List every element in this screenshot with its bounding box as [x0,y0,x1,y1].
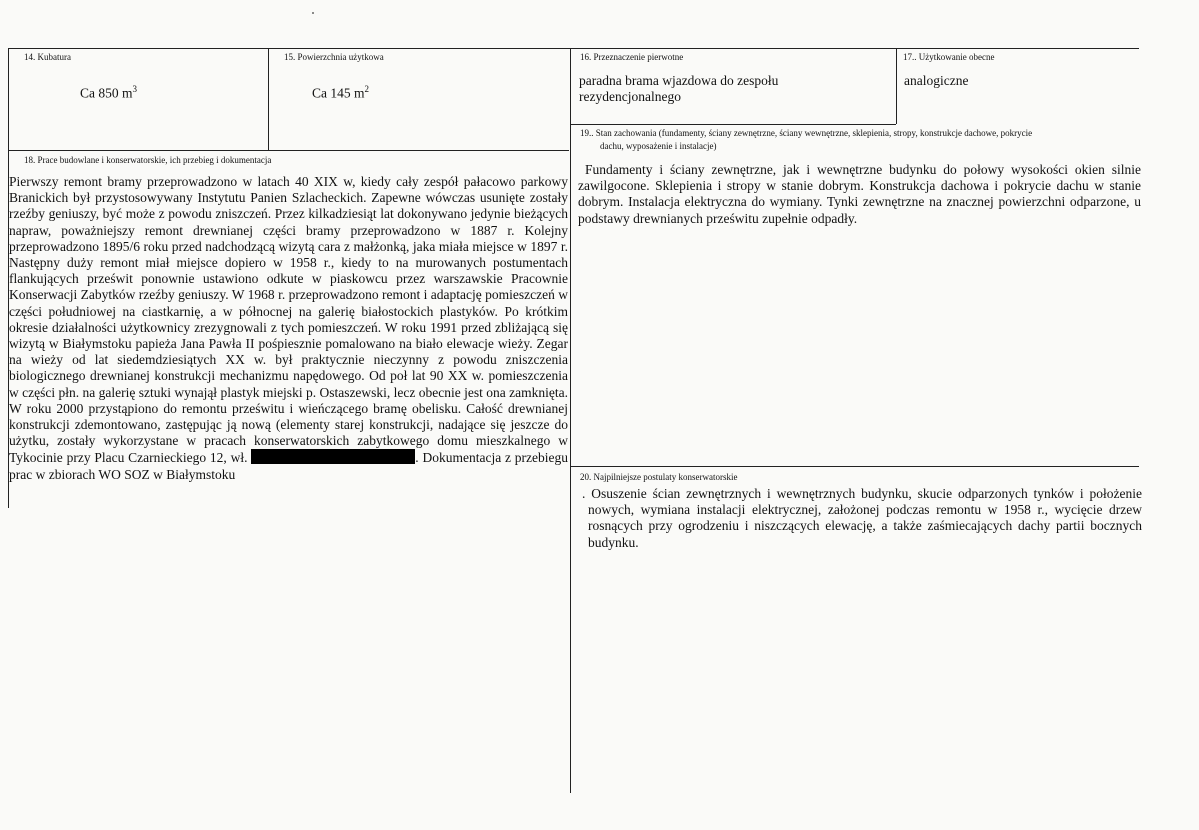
f15-label: 15. Powierzchnia użytkowa [284,52,384,62]
f18-label: 18. Prace budowlane i konserwatorskie, ich przebieg i dokumentacja [24,155,272,165]
row1-bottom-left [8,150,569,151]
f20-text: . Osuszenie ścian zewnętrznych i wewnętrznych budynku, skucie odparzonych tynków i położenie nowych, wymiana instalacji elektrycznej, założonej podczas remontu w 1958 r., wycięcie drzew rosnących przy ogrodzeniu i niszczących elewację, a także zaśmiecających dachy partii bocznych budynku. [582,486,1142,550]
center-divider [570,48,571,793]
scan-speck [312,12,314,14]
f16-label: 16. Przeznaczenie pierwotne [580,52,684,62]
f15-value: Ca 145 $m^2$ [312,84,369,101]
redacted-owner [251,449,415,464]
f14-value: Ca 850 $m^3$ [80,84,137,101]
f19-bottom-border [571,466,1139,467]
f19-text: Fundamenty i ściany zewnętrzne, jak i wewnętrzne budynku do połowy wysokości okien silnie zawilgocone. Sklepienia i stropy w stanie dobrym. Konstrukcja dachowa i pokrycie dachu w stanie dobrym. Instalacja elektryczna do wymiany. Tynki zewnętrzne na znacznej powierzchni odparzone, u podstawy drewnianych prześwitu zupełnie odpadły. [578,162,1141,226]
f18-text: Pierwszy remont bramy przeprowadzono w latach 40 XIX w, kiedy cały zespół pałacowo parkowy Branickich był przystosowywany Instytutu Panien Szlacheckich. Zapewne wówczas usunięte zostały rzeźby geniuszy, być może z powodu zniszczeń. Przez kilkadziesiąt lat dokonywano jedynie bieżących napraw, poważniejszy remont drewnianej części bramy przeprowadzono w 1887 r. Kolejny przeprowadzono 1895/6 roku przed nadchodzącą wizytą cara z małżonką, jaka miała miejsce w 1897 r. Następny duży remont miał miejsce dopiero w 1958 r., kiedy to na murowanych postumentach flankujących prześwit ponownie ustawiono odkute w piaskowcu przez warszawskie Pracownie Konserwacji Zabytków rzeźby geniuszy. W 1968 r. przeprowadzono remont i adaptację pomieszczeń w części południowej na ciastkarnię, a w północnej na galerię białostockich plastyków. Po krótkim okresie działalności użytkownicy zrezygnowali z tych pomieszczeń. W roku 1991 przed zbliżającą się wizytą w Białymstoku papieża Jana Pawła II pośpiesznie pomalowano na biało elewacje wieży. Zegar na wieży od lat siedemdziesiątych XX w. był praktycznie nieczynny z powodu zniszczenia biologicznego drewnianej konstrukcji mechanizmu napędowego. Od poł lat 90 XX w. pomieszczenia w części płn. na galerię sztuki wynajął plastyk miejski p. Ostaszewski, lecz obecnie jest ona zamknięta. W roku 2000 przystąpiono do remontu prześwitu i wieńczącego bramę obelisku. Całość drewnianej konstrukcji zdemontowano, zastępując ją nową (elementy starej konstrukcji, nadające się jeszcze do użytku, zostały wykorzystane w pracach konserwatorskich zabytkowego domu mieszkalnego w Tykocinie przy Placu Czarnieckiego 12, wł. . Dokumentacja z przebiegu prac w zbiorach WO SOZ w Białymstoku [9,174,569,482]
f14-label: 14. Kubatura [24,52,71,62]
row1-bottom-f16 [571,124,896,125]
f20-label: 20. Najpilniejsze postulaty konserwatorskie [580,472,738,482]
top-border [8,48,1139,49]
f17-label: 17.. Użytkowanie obecne [903,52,995,62]
f19-label-line2: dachu, wyposażenie i instalacje) [600,141,717,151]
f19-label-line1: 19.. Stan zachowania (fundamenty, ściany zewnętrzne, ściany wewnętrzne, sklepienia, stropy, konstrukcje dachowe, pokrycie [580,128,1033,138]
divider-16-17 [896,48,897,124]
divider-14-15 [268,48,269,150]
f16-value: paradna brama wjazdowa do zespołu rezydencjonalnego [579,73,779,104]
f17-value: analogiczne [904,73,969,88]
